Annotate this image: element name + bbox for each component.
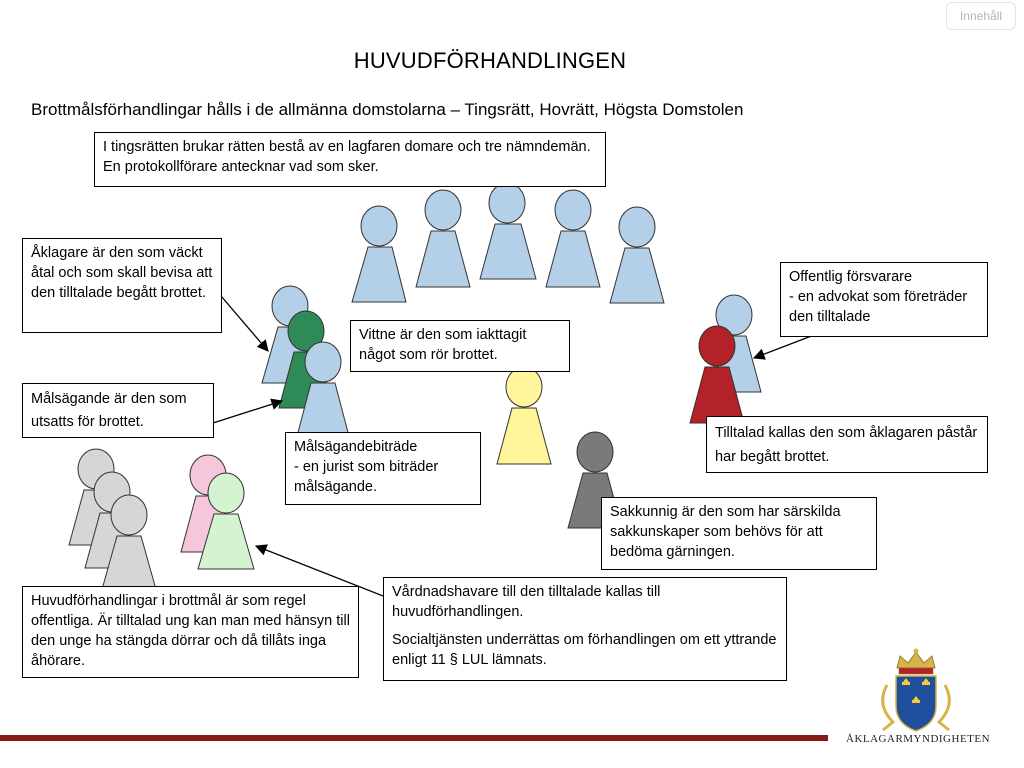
- expert-callout: [601, 497, 877, 570]
- plaintiff-arrow: [213, 401, 282, 423]
- guardian-text-2: Socialtjänsten underrättas om förhandlingen om ett yttrande enligt 11 § LUL lämnats.: [392, 632, 777, 668]
- slide-subtitle: Brottmålsförhandlingar hålls i de allmänna domstolarna – Tingsrätt, Hovrätt, Högsta Domstolen: [31, 100, 744, 119]
- agency-name: ÅKLAGARMYNDIGHETEN: [846, 733, 991, 745]
- agency-logo-icon: [883, 649, 950, 732]
- guardian-text-1: Vårdnadshavare till den tilltalade kallas till huvudförhandlingen.: [392, 584, 661, 620]
- bottom-rule: [0, 735, 828, 741]
- plaintiff-text: Målsägande är den som utsatts för brottet.: [31, 391, 187, 430]
- court-figures: [352, 183, 664, 303]
- witness-callout: [350, 320, 570, 372]
- plaintiff-callout: [22, 383, 214, 438]
- defense-counsel-callout: [780, 262, 988, 337]
- prosecutor-callout: [22, 238, 222, 333]
- expert-text: Sakkunnig är den som har särskilda sakkunskaper som behövs för att bedöma gärningen.: [610, 504, 841, 560]
- prosecutor-group: [262, 286, 350, 440]
- court-figure-3: [480, 183, 536, 279]
- witness-text: Vittne är den som iakttagit något som rör brottet.: [359, 327, 527, 363]
- prosecutor-arrow: [221, 296, 268, 351]
- witness-figure: [497, 367, 551, 464]
- court-figure-2: [416, 190, 470, 287]
- court-callout: [94, 132, 606, 187]
- court-figure-1: [352, 206, 406, 302]
- defense-counsel-arrow: [754, 335, 814, 358]
- defense-counsel-text: Offentlig försvarare - en advokat som företräder den tilltalade: [789, 269, 968, 325]
- public-text: Huvudförhandlingar i brottmål är som regel offentliga. Är tilltalad ung kan man med hänsyn till den unge ha stängda dörrar och då tillåts inga åhörare.: [31, 593, 350, 669]
- prosecutor-text: Åklagare är den som väckt åtal och som skall bevisa att den tilltalade begått brottet.: [31, 245, 213, 301]
- court-figure-4: [546, 190, 600, 287]
- slide-title: HUVUDFÖRHANDLINGEN: [353, 48, 627, 73]
- guardian-group: [181, 455, 254, 569]
- court-figure-5: [610, 207, 664, 303]
- defendant-callout: [706, 416, 988, 473]
- plaintiff-counsel-text: Målsägandebiträde - en jurist som biträder målsägande.: [294, 439, 439, 495]
- contents-button[interactable]: Innehåll: [946, 2, 1016, 30]
- audience-group: [69, 449, 157, 593]
- guardian-callout: [383, 577, 787, 681]
- public-callout: [22, 586, 359, 678]
- court-text: I tingsrätten brukar rätten bestå av en lagfaren domare och tre nämndemän. En protokollförare antecknar vad som sker.: [103, 139, 591, 175]
- plaintiff-counsel-callout: [285, 432, 481, 505]
- defendant-text: Tilltalad kallas den som åklagaren påstår har begått brottet.: [715, 425, 978, 465]
